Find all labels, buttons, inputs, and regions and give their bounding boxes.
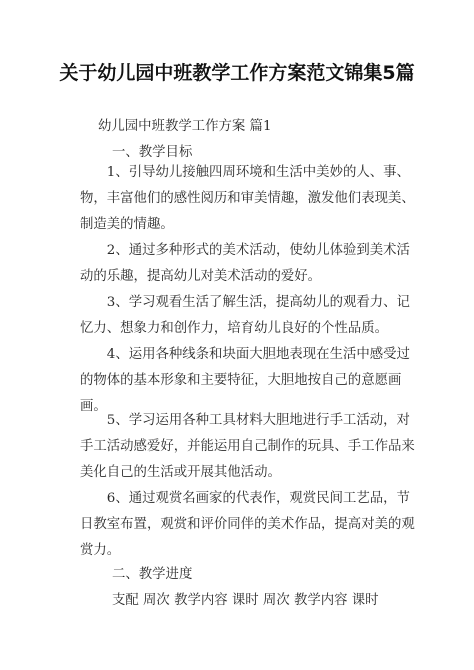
plan-subtitle: 幼儿园中班教学工作方案 篇1 (98, 119, 272, 134)
goal-paragraph-3: 3、学习观看生活了解生活，提高幼儿的观看力、记忆力、想象力和创作力，培育幼儿良好的个性品质。 (80, 295, 410, 336)
document-title: 关于幼儿园中班教学工作方案范文锦集5篇 (59, 62, 415, 84)
goal-paragraph-2: 2、通过多种形式的美术活动，使幼儿体验到美术活动的乐趣，提高幼儿对美术活动的爱好。 (80, 243, 410, 284)
section-heading-progress: 二、教学进度 (112, 567, 193, 582)
goal-paragraph-5: 5、学习运用各种工具材料大胆地进行手工活动，对手工活动感爱好，并能运用自己制作的玩具、手工作品来美化自己的生活或开展其他活动。 (80, 413, 415, 480)
section-heading-goals: 一、教学目标 (112, 145, 193, 160)
goal-paragraph-1: 1、引导幼儿接触四周环境和生活中美妙的人、事、物，丰富他们的感性阅历和审美情趣，激发他们表现美、制造美的情趣。 (80, 165, 415, 232)
goal-paragraph-4: 4、运用各种线条和块面大胆地表现在生活中感受过的物体的基本形象和主要特征，大胆地按自己的意愿画画。 (80, 347, 410, 414)
goal-paragraph-6: 6、通过观赏名画家的代表作，观赏民间工艺品，节日教室布置，观赏和评价同伴的美术作品，提高对美的观赏力。 (80, 491, 415, 558)
progress-table-header: 支配 周次 教学内容 课时 周次 教学内容 课时 (112, 593, 379, 608)
